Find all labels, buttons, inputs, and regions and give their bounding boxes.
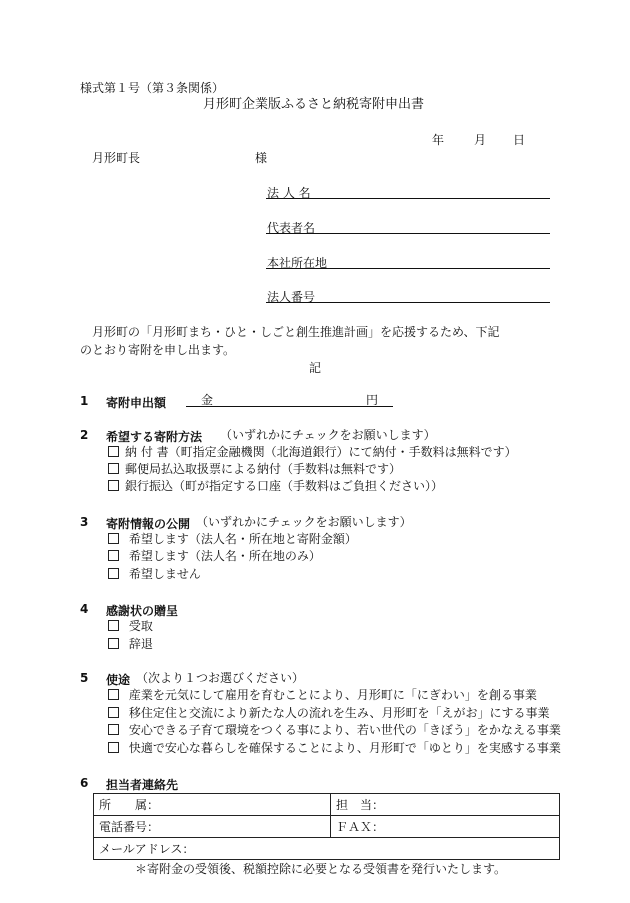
field-label-representative: 代表者名 — [267, 221, 316, 235]
checkbox-icon[interactable] — [108, 550, 119, 561]
usage-option-1[interactable] — [108, 688, 537, 702]
honorific: 様 — [255, 151, 268, 165]
field-line-representative[interactable] — [266, 233, 550, 234]
section-6-title: 担当者連絡先 — [106, 778, 179, 792]
contact-email-label: メールアドレス： — [99, 842, 195, 856]
payment-option-3[interactable] — [108, 479, 443, 493]
checkbox-icon[interactable] — [108, 724, 119, 735]
section-5-note: （次より１つお選びください） — [136, 671, 305, 685]
usage-option-label: 安心できる子育て環境をつくる事により、若い世代の「きぼう」をかなえる事業 — [128, 723, 561, 737]
section-4-title: 感謝状の贈呈 — [106, 604, 179, 618]
usage-option-label: 産業を元気にして雇用を育むことにより、月形町に「にぎわい」を創る事業 — [128, 688, 537, 702]
disclosure-option-3[interactable] — [108, 567, 201, 581]
section-1-number: 1 — [80, 394, 89, 408]
section-2-note: （いずれかにチェックをお願いします） — [220, 428, 436, 442]
field-label-address: 本社所在地 — [267, 256, 328, 270]
checkbox-icon[interactable] — [108, 707, 119, 718]
date-year: 年 — [432, 133, 445, 147]
usage-option-3[interactable] — [108, 723, 561, 737]
addressee: 月形町長 — [92, 151, 141, 165]
payment-option-label: 納 付 書（町指定金融機関（北海道銀行）にて納付・手数料は無料です） — [125, 445, 517, 459]
field-label-corp-number: 法人番号 — [267, 290, 316, 304]
amount-prefix: 金 — [201, 393, 214, 407]
field-label-company: 法 人 名 — [267, 186, 311, 200]
disclosure-option-label: 希望します（法人名・所在地のみ） — [128, 549, 321, 563]
usage-option-label: 移住定住と交流により新たな人の流れを生み、月形町を「えがお」にする事業 — [128, 706, 550, 720]
disclosure-option-1[interactable] — [108, 532, 357, 546]
payment-option-label: 郵便局払込取扱票による納付（手数料は無料です） — [125, 462, 402, 476]
certificate-option-label: 受取 — [128, 619, 153, 633]
section-3-title: 寄附情報の公開 — [106, 517, 191, 531]
section-2-number: 2 — [80, 428, 89, 442]
disclosure-option-2[interactable] — [108, 549, 321, 563]
form-title: 月形町企業版ふるさと納税寄附申出書 — [203, 97, 425, 112]
footnote: ＊寄附金の受領後、税額控除に必要となる受領書を発行いたします。 — [135, 862, 507, 876]
amount-suffix: 円 — [366, 393, 379, 407]
contact-person-label: 担 当： — [336, 798, 385, 812]
contact-phone-cell[interactable] — [94, 816, 331, 838]
contact-email-cell[interactable] — [94, 838, 560, 860]
section-1-title: 寄附申出額 — [106, 396, 167, 410]
payment-option-1[interactable] — [108, 445, 517, 459]
certificate-option-accept[interactable] — [108, 619, 153, 633]
section-2-title: 希望する寄附方法 — [106, 430, 203, 444]
contact-table — [93, 793, 560, 860]
contact-fax-label: ＦＡＸ： — [336, 820, 385, 834]
date-month: 月 — [474, 133, 487, 147]
checkbox-icon[interactable] — [108, 742, 119, 753]
disclosure-option-label: 希望します（法人名・所在地と寄附金額） — [128, 532, 357, 546]
checkbox-icon[interactable] — [108, 446, 119, 457]
certificate-option-decline[interactable] — [108, 637, 153, 651]
checkbox-icon[interactable] — [108, 533, 119, 544]
amount-field-line[interactable] — [186, 406, 393, 407]
intro-line-2: のとおり寄附を申し出ます。 — [80, 343, 236, 357]
payment-option-2[interactable] — [108, 462, 401, 476]
intro-line-1: 月形町の「月形町まち・ひと・しごと創生推進計画」を応援するため、下記 — [92, 325, 500, 339]
checkbox-icon[interactable] — [108, 638, 119, 649]
section-6-number: 6 — [80, 776, 89, 790]
section-3-number: 3 — [80, 515, 89, 529]
contact-phone-label: 電話番号： — [99, 820, 160, 834]
contact-dept-label: 所 属： — [99, 798, 160, 812]
checkbox-icon[interactable] — [108, 620, 119, 631]
ki-mark: 記 — [309, 361, 322, 375]
usage-option-2[interactable] — [108, 706, 550, 720]
section-4-number: 4 — [80, 602, 89, 616]
field-line-address[interactable] — [266, 268, 550, 269]
usage-option-4[interactable] — [108, 741, 561, 755]
certificate-option-label: 辞退 — [128, 637, 153, 651]
section-5-number: 5 — [80, 671, 89, 685]
date-day: 日 — [513, 133, 526, 147]
contact-fax-cell[interactable] — [331, 816, 560, 838]
field-line-company[interactable] — [266, 198, 550, 199]
contact-person-cell[interactable] — [331, 794, 560, 816]
field-line-corp-number[interactable] — [266, 302, 550, 303]
form-number: 様式第１号（第３条関係） — [80, 81, 225, 95]
checkbox-icon[interactable] — [108, 463, 119, 474]
checkbox-icon[interactable] — [108, 689, 119, 700]
section-5-title: 使途 — [106, 673, 131, 687]
contact-dept-cell[interactable] — [94, 794, 331, 816]
checkbox-icon[interactable] — [108, 480, 119, 491]
section-3-note: （いずれかにチェックをお願いします） — [196, 515, 412, 529]
disclosure-option-label: 希望しません — [128, 567, 201, 581]
payment-option-label: 銀行振込（町が指定する口座（手数料はご負担ください）） — [125, 479, 444, 493]
usage-option-label: 快適で安心な暮らしを確保することにより、月形町で「ゆとり」を実感する事業 — [128, 741, 561, 755]
checkbox-icon[interactable] — [108, 568, 119, 579]
